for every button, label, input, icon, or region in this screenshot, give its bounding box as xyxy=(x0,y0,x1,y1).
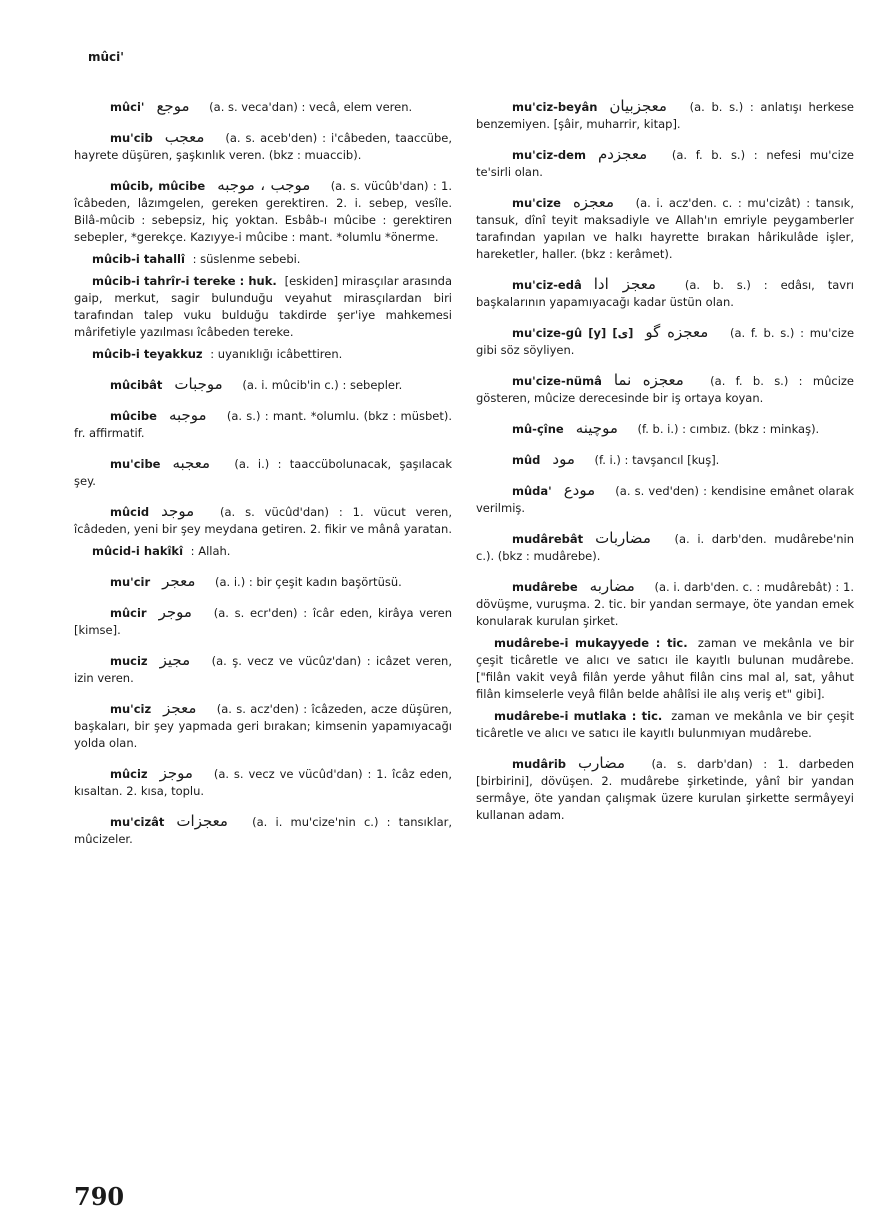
entry-arabic-script: مضارب xyxy=(578,754,625,772)
entry-headword: mûcibât xyxy=(110,378,163,392)
entry-headword: mûci' xyxy=(110,100,145,114)
entry-arabic-script: مضاربات xyxy=(595,529,651,547)
dictionary-entry xyxy=(74,765,452,800)
entry-arabic-script: موجع xyxy=(156,97,190,115)
entry-definition: [eskiden] mirasçılar arasında gaip, merkut, sagir bulunduğu veyahut mirasçılardan biri tarafından talep vuku bulduğu takdirde şer'iye mahkemesi mârifetiyle yazılması îcâbeden tereke. xyxy=(74,274,453,339)
entry-headword: mu'cize xyxy=(512,196,561,210)
entry-arabic-script: موجب ، موجبه xyxy=(217,176,311,194)
dictionary-entry xyxy=(476,708,854,742)
dictionary-entry xyxy=(74,813,452,848)
dictionary-entry xyxy=(476,276,854,311)
entry-headword: mûd xyxy=(512,453,541,467)
entry-headword: mu'cir xyxy=(110,575,151,589)
entry-headword: mûcibe xyxy=(110,409,157,423)
dictionary-entry xyxy=(476,578,854,630)
entry-definition: (a. ş. vecz ve vücûz'dan) : icâzet veren, izin veren. xyxy=(74,654,453,685)
entry-headword: mu'cibe xyxy=(110,457,161,471)
dictionary-entry xyxy=(74,273,452,341)
entry-headword: mûcib-i tahallî xyxy=(92,252,185,266)
entry-arabic-script: مودع xyxy=(563,481,596,499)
entry-definition: (a. i.) : taaccübolunacak, şaşılacak şey. xyxy=(74,457,452,488)
entry-arabic-script: موچينه xyxy=(575,419,618,437)
entry-arabic-script: معجزه xyxy=(572,193,615,211)
right-column xyxy=(476,98,854,837)
entry-arabic-script: موجبه xyxy=(168,406,207,424)
entry-headword: mu'cib xyxy=(110,131,153,145)
dictionary-entry xyxy=(476,146,854,181)
dictionary-entry xyxy=(74,129,452,164)
entry-headword: mu'ciz-edâ xyxy=(512,278,582,292)
entry-headword: mu'cize-nümâ xyxy=(512,374,602,388)
dictionary-entry xyxy=(74,604,452,639)
entry-arabic-script: معجر xyxy=(162,572,196,590)
entry-arabic-script: معجب xyxy=(164,128,205,146)
dictionary-entry xyxy=(74,376,452,394)
entry-definition: (a. s. acz'den) : îcâzeden, acze düşüren, başkaları, bir şey yapmada geri bırakan; kimsenin yapamıyacağı yolda olan. xyxy=(74,702,453,750)
entry-headword: mudârebât xyxy=(512,532,584,546)
entry-arabic-script: موجز xyxy=(159,764,193,782)
entry-arabic-script: مجيز xyxy=(159,651,191,669)
entry-definition: (a. i. darb'den. mudârebe'nin c.). (bkz : mudârebe). xyxy=(476,532,854,563)
entry-headword: mu'ciz xyxy=(110,702,152,716)
dictionary-entry xyxy=(74,543,452,560)
entry-headword: mûcib-i teyakkuz xyxy=(92,347,203,361)
dictionary-entry xyxy=(74,573,452,591)
dictionary-entry xyxy=(476,98,854,133)
dictionary-entry xyxy=(476,451,854,469)
entry-definition: (a. b. s.) : edâsı, tavrı başkalarının yapamıyacağı kadar üstün olan. xyxy=(476,278,854,309)
dictionary-entry xyxy=(74,177,452,246)
entry-definition: (a. i. mu'cize'nin c.) : tansıklar, mûcizeler. xyxy=(74,815,452,846)
entry-arabic-script: معجزدم xyxy=(597,145,648,163)
entry-headword: mûcib-i tahrîr-i tereke : huk. xyxy=(92,274,277,288)
left-column xyxy=(74,98,452,861)
entry-headword: mu'cize-gû [y] [ى] xyxy=(512,326,634,340)
entry-arabic-script: معجزه گو xyxy=(645,323,709,341)
entry-definition: (a. f. b. s.) : mu'cize gibi söz söyliyen. xyxy=(476,326,855,357)
entry-headword: muciz xyxy=(110,654,148,668)
entry-definition: (a. s. veca'dan) : vecâ, elem veren. xyxy=(209,100,413,114)
dictionary-entry xyxy=(476,194,854,263)
entry-definition: : süslenme sebebi. xyxy=(192,252,301,266)
dictionary-entry xyxy=(74,98,452,116)
entry-headword: mûda' xyxy=(512,484,552,498)
entry-definition: (a. s. darb'dan) : 1. darbeden [birbirini], dövüşen. 2. mudârebe şirketinde, yânî bir yandan sermâye, öte yandan çalışmak üzere kurulan şirkette sermâyeyi kullanan adam. xyxy=(476,757,855,822)
entry-headword: mudârebe xyxy=(512,580,578,594)
entry-arabic-script: موجر xyxy=(158,603,192,621)
entry-definition: zaman ve mekânla ve bir çeşit ticâretle ve alıcı ve satıcı ile kayıtlı bulunan mudârebe. ["filân vakit veyâ filân yerde yâhut filân cins mal al, sat, yâhut filân kimselerle veyâ filân belde ahâlîsi ile alış veriş et" gibi]. xyxy=(476,636,854,701)
entry-definition: (a. s. ved'den) : kendisine emânet olarak verilmiş. xyxy=(476,484,854,515)
entry-arabic-script: معجزات xyxy=(176,812,228,830)
dictionary-entry xyxy=(476,372,854,407)
entry-definition: (a. f. b. s.) : mûcize gösteren, mûcize derecesinde bir iş ortaya koyan. xyxy=(476,374,855,405)
entry-headword: mu'ciz-dem xyxy=(512,148,586,162)
entry-headword: mûciz xyxy=(110,767,148,781)
entry-arabic-script: موجد xyxy=(161,502,195,520)
dictionary-entry xyxy=(476,755,854,824)
dictionary-entry xyxy=(476,635,854,703)
entry-definition: (a. i. darb'den. c. : mudârebât) : 1. dövüşme, vuruşma. 2. tic. bir yandan sermaye, öte yandan emek konularak kurulan şirket. xyxy=(476,580,855,628)
dictionary-entry xyxy=(74,652,452,687)
entry-definition: : Allah. xyxy=(190,544,231,558)
dictionary-entry xyxy=(74,455,452,490)
entry-arabic-script: معجزبيان xyxy=(609,97,667,115)
dictionary-entry xyxy=(74,251,452,268)
entry-arabic-script: مضاربه xyxy=(589,577,635,595)
entry-headword: mudârib xyxy=(512,757,567,771)
entry-definition: (f. i.) : tavşancıl [kuş]. xyxy=(594,453,720,467)
entry-definition: (a. s. aceb'den) : i'câbeden, taaccübe, hayrete düşüren, şaşkınlık veren. (bkz : muaccib). xyxy=(74,131,452,162)
entry-headword: mûcir xyxy=(110,606,147,620)
dictionary-entry xyxy=(74,346,452,363)
entry-definition: zaman ve mekânla ve bir çeşit ticâretle ve alıcı ve satıcı ile kayıtlı bulunmıyan mudârebe. xyxy=(476,709,854,740)
entry-definition: (a. i. acz'den. c. : mu'cizât) : tansık, tansuk, dînî teyit maksadiyle ve Allah'ın emriyle peygamberler tarafından yapılan ve halkı hayrette bırakan hârikulâde işler, hareketler, haller. (bkz : kerâmet). xyxy=(476,196,855,261)
entry-definition: (a. i. mûcib'in c.) : sebepler. xyxy=(242,378,403,392)
entry-headword: mûcid xyxy=(110,505,150,519)
entry-headword: mu'cizât xyxy=(110,815,165,829)
dictionary-entry xyxy=(476,420,854,438)
dictionary-entry xyxy=(74,700,452,752)
entry-arabic-script: معجز xyxy=(163,699,197,717)
entry-definition: (a. s. vecz ve vücûd'dan) : 1. îcâz eden, kısaltan. 2. kısa, toplu. xyxy=(74,767,452,798)
entry-arabic-script: معجزه نما xyxy=(613,371,684,389)
entry-arabic-script: معجبه xyxy=(172,454,211,472)
dictionary-entry xyxy=(476,324,854,359)
entry-arabic-script: مود xyxy=(552,450,575,468)
running-header: mûci' xyxy=(88,50,124,64)
dictionary-entry xyxy=(74,407,452,442)
entry-definition: (a. i.) : bir çeşit kadın başörtüsü. xyxy=(215,575,402,589)
entry-headword: mudârebe-i mukayyede : tic. xyxy=(494,636,688,650)
entry-headword: mu'ciz-beyân xyxy=(512,100,598,114)
entry-headword: mû-çîne xyxy=(512,422,564,436)
dictionary-entry xyxy=(74,503,452,538)
entry-arabic-script: معجز ادا xyxy=(593,275,656,293)
entry-definition: : uyanıklığı icâbettiren. xyxy=(210,347,343,361)
entry-definition: (a. s.) : mant. *olumlu. (bkz : müsbet). fr. affirmatif. xyxy=(74,409,453,440)
entry-definition: (a. s. vücûd'dan) : 1. vücut veren, îcâdeden, yeni bir şey meydana getiren. 2. fikir ve mânâ yaratan. xyxy=(74,505,453,536)
entry-definition: (f. b. i.) : cımbız. (bkz : minkaş). xyxy=(637,422,820,436)
entry-arabic-script: موجبات xyxy=(174,375,223,393)
entry-headword: mûcid-i hakîkî xyxy=(92,544,184,558)
entry-headword: mûcib, mûcibe xyxy=(110,179,206,193)
entry-definition: (a. f. b. s.) : nefesi mu'cize te'sirli olan. xyxy=(476,148,854,179)
dictionary-entry xyxy=(476,530,854,565)
page-number: 790 xyxy=(74,1182,125,1211)
entry-headword: mudârebe-i mutlaka : tic. xyxy=(494,709,663,723)
entry-definition: (a. b. s.) : anlatışı herkese benzemiyen. [şâir, muharrir, kitap]. xyxy=(476,100,855,131)
entry-definition: (a. s. ecr'den) : îcâr eden, kirâya veren [kimse]. xyxy=(74,606,452,637)
dictionary-entry xyxy=(476,482,854,517)
entry-definition: (a. s. vücûb'dan) : 1. îcâbeden, lâzımgelen, gereken gerektiren. 2. i. sebep, vesîle. Bilâ-mûcib : sebepsiz, hiç yoktan. Esbâb-ı mûcibe : gerektiren sebepler, *gerekçe. Kazıyye-i mûcibe : mant. *olumlu *önerme. xyxy=(74,179,453,244)
